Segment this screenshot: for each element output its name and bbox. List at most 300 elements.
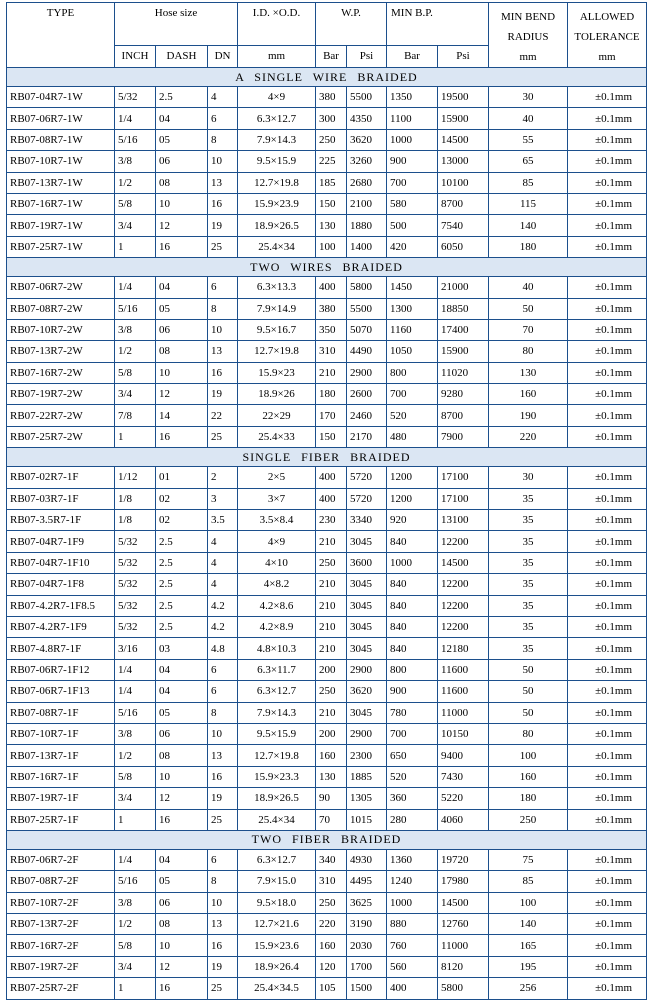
- table-row: [7, 510, 647, 531]
- cell-inch: 3/4: [115, 788, 156, 809]
- cell-bp-psi: 8120: [438, 956, 489, 977]
- table-row: [7, 405, 647, 426]
- cell-inch: 1: [115, 236, 156, 257]
- cell-bend-radius: 40: [489, 108, 568, 129]
- cell-type: RB07-06R7-1F13: [7, 681, 115, 702]
- cell-bend-radius: 165: [489, 935, 568, 956]
- table-row: [7, 978, 647, 999]
- cell-id-od: 12.7×19.8: [238, 745, 316, 766]
- table-row: [7, 531, 647, 552]
- cell-dash: 10: [156, 193, 208, 214]
- table-row: [7, 277, 647, 298]
- cell-dash: 16: [156, 236, 208, 257]
- cell-tolerance: ±0.1mm: [568, 236, 647, 257]
- cell-tolerance: ±0.1mm: [568, 215, 647, 236]
- cell-wp-bar: 210: [316, 574, 347, 595]
- cell-wp-psi: 1305: [347, 788, 387, 809]
- cell-bp-psi: 21000: [438, 277, 489, 298]
- cell-tolerance: ±0.1mm: [568, 129, 647, 150]
- cell-dash: 02: [156, 510, 208, 531]
- cell-bend-radius: 40: [489, 277, 568, 298]
- cell-tolerance: ±0.1mm: [568, 702, 647, 723]
- cell-wp-bar: 130: [316, 766, 347, 787]
- cell-wp-psi: 2300: [347, 745, 387, 766]
- cell-dn: 16: [208, 362, 238, 383]
- cell-id-od: 18.9×26.5: [238, 788, 316, 809]
- cell-dash: 05: [156, 871, 208, 892]
- cell-type: RB07-19R7-2W: [7, 384, 115, 405]
- cell-dn: 13: [208, 341, 238, 362]
- cell-type: RB07-25R7-1F: [7, 809, 115, 830]
- cell-id-od: 18.9×26.4: [238, 956, 316, 977]
- cell-dash: 14: [156, 405, 208, 426]
- cell-dn: 6: [208, 108, 238, 129]
- table-row: [7, 849, 647, 870]
- cell-bp-bar: 900: [387, 151, 438, 172]
- cell-wp-bar: 160: [316, 935, 347, 956]
- cell-wp-psi: 3260: [347, 151, 387, 172]
- cell-dn: 8: [208, 298, 238, 319]
- cell-tolerance: ±0.1mm: [568, 745, 647, 766]
- cell-type: RB07-3.5R7-1F: [7, 510, 115, 531]
- cell-type: RB07-25R7-2F: [7, 978, 115, 999]
- cell-wp-bar: 120: [316, 956, 347, 977]
- cell-bp-bar: 780: [387, 702, 438, 723]
- table-row: [7, 788, 647, 809]
- table-row: [7, 129, 647, 150]
- section-title: SINGLE FIBER BRAIDED: [7, 448, 647, 467]
- cell-inch: 1/2: [115, 914, 156, 935]
- cell-bp-bar: 800: [387, 362, 438, 383]
- cell-dn: 25: [208, 809, 238, 830]
- table-row: [7, 488, 647, 509]
- cell-wp-psi: 3600: [347, 552, 387, 573]
- cell-id-od: 12.7×19.8: [238, 172, 316, 193]
- cell-tolerance: ±0.1mm: [568, 809, 647, 830]
- cell-tolerance: ±0.1mm: [568, 172, 647, 193]
- table-row: [7, 702, 647, 723]
- cell-id-od: 4.8×10.3: [238, 638, 316, 659]
- cell-tolerance: ±0.1mm: [568, 384, 647, 405]
- cell-id-od: 7.9×14.3: [238, 129, 316, 150]
- cell-type: RB07-16R7-2W: [7, 362, 115, 383]
- cell-dn: 10: [208, 151, 238, 172]
- table-row: [7, 871, 647, 892]
- cell-type: RB07-08R7-2F: [7, 871, 115, 892]
- table-row: [7, 766, 647, 787]
- cell-bend-radius: 160: [489, 766, 568, 787]
- cell-bp-psi: 14500: [438, 129, 489, 150]
- table-row: [7, 236, 647, 257]
- cell-bp-bar: 520: [387, 766, 438, 787]
- cell-bp-psi: 17100: [438, 467, 489, 488]
- cell-wp-bar: 380: [316, 298, 347, 319]
- cell-inch: 5/8: [115, 766, 156, 787]
- cell-bp-bar: 520: [387, 405, 438, 426]
- cell-inch: 5/32: [115, 616, 156, 637]
- cell-dn: 4: [208, 552, 238, 573]
- section-title: TWO FIBER BRAIDED: [7, 830, 647, 849]
- cell-dash: 06: [156, 892, 208, 913]
- cell-bp-psi: 11020: [438, 362, 489, 383]
- section-header-row: [7, 830, 647, 849]
- cell-wp-psi: 3045: [347, 702, 387, 723]
- cell-inch: 5/16: [115, 871, 156, 892]
- cell-id-od: 7.9×15.0: [238, 871, 316, 892]
- cell-inch: 3/16: [115, 638, 156, 659]
- cell-type: RB07-4.8R7-1F: [7, 638, 115, 659]
- cell-bp-psi: 5800: [438, 978, 489, 999]
- cell-bend-radius: 140: [489, 215, 568, 236]
- table-header: [7, 3, 647, 68]
- cell-dn: 6: [208, 681, 238, 702]
- cell-id-od: 6.3×12.7: [238, 681, 316, 702]
- cell-bend-radius: 70: [489, 319, 568, 340]
- cell-bend-radius: 190: [489, 405, 568, 426]
- cell-inch: 3/8: [115, 151, 156, 172]
- header-allowed-tolerance: [568, 3, 647, 68]
- cell-dash: 16: [156, 978, 208, 999]
- cell-inch: 5/32: [115, 595, 156, 616]
- cell-bp-bar: 480: [387, 426, 438, 447]
- table-row: [7, 341, 647, 362]
- header-min-bend-radius-line2: RADIUS: [507, 31, 549, 43]
- cell-tolerance: ±0.1mm: [568, 151, 647, 172]
- cell-bp-bar: 920: [387, 510, 438, 531]
- cell-bp-bar: 1000: [387, 129, 438, 150]
- header-wp-bar: Bar: [316, 45, 347, 67]
- cell-dn: 4.8: [208, 638, 238, 659]
- cell-bp-psi: 13100: [438, 510, 489, 531]
- cell-bend-radius: 35: [489, 531, 568, 552]
- cell-bp-psi: 11000: [438, 702, 489, 723]
- cell-bend-radius: 35: [489, 574, 568, 595]
- cell-bend-radius: 35: [489, 638, 568, 659]
- cell-wp-psi: 3190: [347, 914, 387, 935]
- cell-dash: 05: [156, 129, 208, 150]
- cell-inch: 5/32: [115, 531, 156, 552]
- cell-inch: 1/8: [115, 510, 156, 531]
- cell-wp-bar: 250: [316, 552, 347, 573]
- cell-bp-bar: 560: [387, 956, 438, 977]
- cell-wp-bar: 105: [316, 978, 347, 999]
- header-hose-size: Hose size: [115, 3, 238, 46]
- cell-bp-bar: 840: [387, 616, 438, 637]
- cell-tolerance: ±0.1mm: [568, 405, 647, 426]
- cell-id-od: 25.4×33: [238, 426, 316, 447]
- cell-bend-radius: 75: [489, 849, 568, 870]
- cell-dash: 08: [156, 341, 208, 362]
- cell-wp-psi: 3045: [347, 531, 387, 552]
- section-header-row: [7, 68, 647, 87]
- cell-type: RB07-06R7-1W: [7, 108, 115, 129]
- cell-bend-radius: 160: [489, 384, 568, 405]
- cell-id-od: 9.5×15.9: [238, 151, 316, 172]
- cell-bp-bar: 1160: [387, 319, 438, 340]
- cell-dash: 05: [156, 298, 208, 319]
- cell-type: RB07-08R7-1W: [7, 129, 115, 150]
- cell-inch: 3/4: [115, 215, 156, 236]
- cell-bend-radius: 35: [489, 616, 568, 637]
- cell-wp-bar: 185: [316, 172, 347, 193]
- cell-dn: 16: [208, 766, 238, 787]
- cell-wp-psi: 2460: [347, 405, 387, 426]
- cell-dn: 13: [208, 745, 238, 766]
- header-mm: mm: [238, 45, 316, 67]
- cell-bp-bar: 400: [387, 978, 438, 999]
- cell-id-od: 4×9: [238, 531, 316, 552]
- cell-wp-bar: 310: [316, 341, 347, 362]
- cell-bp-bar: 1300: [387, 298, 438, 319]
- cell-bp-psi: 17980: [438, 871, 489, 892]
- cell-bp-bar: 700: [387, 723, 438, 744]
- cell-bp-psi: 8700: [438, 193, 489, 214]
- cell-type: RB07-04R7-1F9: [7, 531, 115, 552]
- cell-wp-psi: 5070: [347, 319, 387, 340]
- cell-bp-psi: 7430: [438, 766, 489, 787]
- cell-wp-bar: 250: [316, 681, 347, 702]
- cell-wp-psi: 1400: [347, 236, 387, 257]
- cell-tolerance: ±0.1mm: [568, 552, 647, 573]
- cell-type: RB07-16R7-1W: [7, 193, 115, 214]
- cell-wp-bar: 200: [316, 723, 347, 744]
- cell-bend-radius: 50: [489, 681, 568, 702]
- cell-id-od: 4.2×8.9: [238, 616, 316, 637]
- cell-id-od: 4×10: [238, 552, 316, 573]
- cell-inch: 3/8: [115, 319, 156, 340]
- cell-bp-psi: 11000: [438, 935, 489, 956]
- cell-id-od: 25.4×34.5: [238, 978, 316, 999]
- header-allowed-tolerance-unit: mm: [598, 51, 616, 63]
- cell-bp-psi: 17100: [438, 488, 489, 509]
- section-title: A SINGLE WIRE BRAIDED: [7, 68, 647, 87]
- cell-type: RB07-16R7-1F: [7, 766, 115, 787]
- cell-id-od: 15.9×23.6: [238, 935, 316, 956]
- cell-bend-radius: 55: [489, 129, 568, 150]
- cell-dn: 4.2: [208, 616, 238, 637]
- cell-wp-bar: 225: [316, 151, 347, 172]
- cell-wp-psi: 2900: [347, 362, 387, 383]
- cell-wp-psi: 3620: [347, 129, 387, 150]
- cell-wp-bar: 160: [316, 745, 347, 766]
- table-row: [7, 956, 647, 977]
- cell-tolerance: ±0.1mm: [568, 531, 647, 552]
- cell-tolerance: ±0.1mm: [568, 362, 647, 383]
- cell-bp-bar: 700: [387, 384, 438, 405]
- cell-wp-bar: 70: [316, 809, 347, 830]
- cell-bp-bar: 1350: [387, 87, 438, 108]
- table-row: [7, 745, 647, 766]
- cell-bend-radius: 250: [489, 809, 568, 830]
- cell-tolerance: ±0.1mm: [568, 659, 647, 680]
- table-row: [7, 467, 647, 488]
- cell-type: RB07-06R7-2W: [7, 277, 115, 298]
- cell-id-od: 12.7×19.8: [238, 341, 316, 362]
- cell-tolerance: ±0.1mm: [568, 426, 647, 447]
- cell-bend-radius: 100: [489, 892, 568, 913]
- cell-bp-bar: 1050: [387, 341, 438, 362]
- cell-type: RB07-19R7-1F: [7, 788, 115, 809]
- cell-dash: 2.5: [156, 87, 208, 108]
- cell-wp-bar: 400: [316, 467, 347, 488]
- cell-wp-psi: 1700: [347, 956, 387, 977]
- cell-tolerance: ±0.1mm: [568, 723, 647, 744]
- cell-type: RB07-06R7-1F12: [7, 659, 115, 680]
- cell-tolerance: ±0.1mm: [568, 108, 647, 129]
- cell-dash: 06: [156, 319, 208, 340]
- cell-bp-bar: 360: [387, 788, 438, 809]
- cell-dn: 6: [208, 849, 238, 870]
- table-row: [7, 659, 647, 680]
- cell-wp-bar: 210: [316, 362, 347, 383]
- cell-inch: 7/8: [115, 405, 156, 426]
- table-row: [7, 172, 647, 193]
- cell-type: RB07-4.2R7-1F9: [7, 616, 115, 637]
- cell-dn: 25: [208, 426, 238, 447]
- cell-wp-psi: 1500: [347, 978, 387, 999]
- table-row: [7, 595, 647, 616]
- cell-wp-bar: 310: [316, 871, 347, 892]
- cell-bp-psi: 4060: [438, 809, 489, 830]
- cell-wp-psi: 2900: [347, 723, 387, 744]
- cell-type: RB07-13R7-1F: [7, 745, 115, 766]
- cell-tolerance: ±0.1mm: [568, 788, 647, 809]
- cell-dash: 12: [156, 215, 208, 236]
- cell-type: RB07-25R7-2W: [7, 426, 115, 447]
- cell-inch: 1/4: [115, 108, 156, 129]
- cell-bend-radius: 35: [489, 510, 568, 531]
- cell-wp-bar: 380: [316, 87, 347, 108]
- table-row: [7, 914, 647, 935]
- cell-dash: 02: [156, 488, 208, 509]
- cell-wp-psi: 3045: [347, 638, 387, 659]
- cell-type: RB07-19R7-2F: [7, 956, 115, 977]
- cell-bp-bar: 280: [387, 809, 438, 830]
- cell-inch: 1: [115, 978, 156, 999]
- cell-bp-psi: 14500: [438, 892, 489, 913]
- cell-dn: 13: [208, 914, 238, 935]
- cell-tolerance: ±0.1mm: [568, 298, 647, 319]
- cell-id-od: 4.2×8.6: [238, 595, 316, 616]
- cell-wp-psi: 2680: [347, 172, 387, 193]
- cell-id-od: 6.3×13.3: [238, 277, 316, 298]
- cell-tolerance: ±0.1mm: [568, 616, 647, 637]
- cell-type: RB07-08R7-2W: [7, 298, 115, 319]
- cell-bend-radius: 35: [489, 488, 568, 509]
- cell-bend-radius: 30: [489, 467, 568, 488]
- cell-dash: 08: [156, 914, 208, 935]
- cell-bend-radius: 220: [489, 426, 568, 447]
- cell-dash: 06: [156, 151, 208, 172]
- table-row: [7, 362, 647, 383]
- cell-bend-radius: 100: [489, 745, 568, 766]
- cell-dash: 12: [156, 956, 208, 977]
- cell-dn: 4.2: [208, 595, 238, 616]
- cell-wp-bar: 200: [316, 659, 347, 680]
- cell-dash: 03: [156, 638, 208, 659]
- cell-dn: 8: [208, 129, 238, 150]
- header-dash: DASH: [156, 45, 208, 67]
- cell-bp-psi: 5220: [438, 788, 489, 809]
- header-bp-psi: Psi: [438, 45, 489, 67]
- cell-id-od: 25.4×34: [238, 236, 316, 257]
- header-allowed-tolerance-line2: TOLERANCE: [574, 31, 640, 43]
- cell-inch: 1/4: [115, 659, 156, 680]
- table-row: [7, 616, 647, 637]
- table-row: [7, 108, 647, 129]
- cell-bp-bar: 1000: [387, 552, 438, 573]
- cell-inch: 5/32: [115, 574, 156, 595]
- header-type: TYPE: [7, 3, 115, 68]
- cell-wp-bar: 90: [316, 788, 347, 809]
- cell-bend-radius: 256: [489, 978, 568, 999]
- cell-inch: 5/8: [115, 193, 156, 214]
- cell-bp-psi: 12760: [438, 914, 489, 935]
- cell-dn: 25: [208, 978, 238, 999]
- cell-wp-psi: 2600: [347, 384, 387, 405]
- cell-inch: 5/8: [115, 362, 156, 383]
- table-row: [7, 87, 647, 108]
- cell-bp-psi: 14500: [438, 552, 489, 573]
- cell-id-od: 9.5×18.0: [238, 892, 316, 913]
- cell-inch: 1/2: [115, 341, 156, 362]
- cell-wp-psi: 4930: [347, 849, 387, 870]
- cell-wp-psi: 1880: [347, 215, 387, 236]
- hose-spec-sheet: [6, 2, 646, 1000]
- cell-dn: 2: [208, 467, 238, 488]
- cell-dn: 22: [208, 405, 238, 426]
- cell-id-od: 2×5: [238, 467, 316, 488]
- cell-type: RB07-19R7-1W: [7, 215, 115, 236]
- cell-type: RB07-10R7-2W: [7, 319, 115, 340]
- cell-inch: 5/16: [115, 129, 156, 150]
- header-row-top: [7, 3, 647, 46]
- table-row: [7, 319, 647, 340]
- table-body: [7, 68, 647, 1000]
- cell-wp-bar: 130: [316, 215, 347, 236]
- cell-wp-psi: 2100: [347, 193, 387, 214]
- cell-type: RB07-03R7-1F: [7, 488, 115, 509]
- cell-wp-bar: 400: [316, 488, 347, 509]
- cell-wp-bar: 210: [316, 702, 347, 723]
- cell-inch: 1: [115, 809, 156, 830]
- cell-bp-bar: 1100: [387, 108, 438, 129]
- header-wp-psi: Psi: [347, 45, 387, 67]
- cell-dn: 19: [208, 788, 238, 809]
- cell-inch: 5/32: [115, 552, 156, 573]
- cell-wp-psi: 3620: [347, 681, 387, 702]
- cell-inch: 1/4: [115, 277, 156, 298]
- cell-bp-psi: 12200: [438, 616, 489, 637]
- cell-type: RB07-4.2R7-1F8.5: [7, 595, 115, 616]
- cell-wp-bar: 250: [316, 129, 347, 150]
- cell-dash: 04: [156, 849, 208, 870]
- cell-bp-bar: 800: [387, 659, 438, 680]
- cell-bp-psi: 7540: [438, 215, 489, 236]
- section-header-row: [7, 448, 647, 467]
- cell-tolerance: ±0.1mm: [568, 892, 647, 913]
- cell-dash: 2.5: [156, 531, 208, 552]
- cell-wp-bar: 100: [316, 236, 347, 257]
- cell-wp-bar: 350: [316, 319, 347, 340]
- cell-inch: 5/32: [115, 87, 156, 108]
- cell-bend-radius: 35: [489, 595, 568, 616]
- cell-wp-bar: 210: [316, 616, 347, 637]
- cell-dash: 01: [156, 467, 208, 488]
- cell-id-od: 7.9×14.3: [238, 702, 316, 723]
- cell-wp-bar: 340: [316, 849, 347, 870]
- cell-inch: 1/2: [115, 172, 156, 193]
